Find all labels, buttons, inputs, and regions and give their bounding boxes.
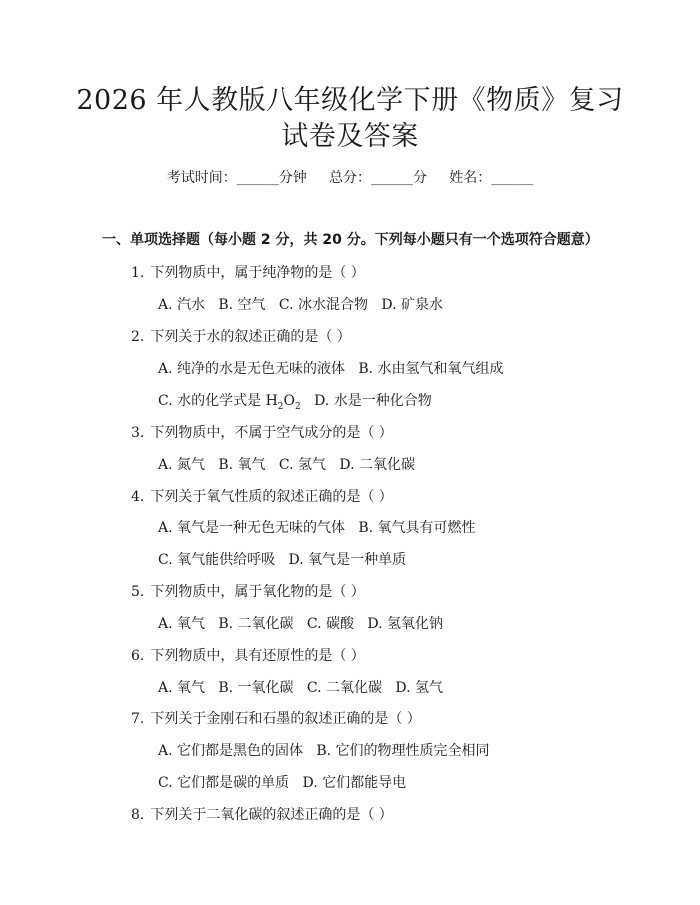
question-7 [131, 708, 421, 728]
question-8 [131, 804, 393, 824]
question-2-options-row2 [158, 390, 432, 412]
question-number: 6. [131, 648, 145, 664]
option-text: C. 水的化学式是 H [158, 393, 278, 409]
question-text: 下列物质中，具有还原性的是（ ） [150, 648, 365, 664]
question-text: 下列物质中，属于纯净物的是（ ） [150, 265, 365, 281]
page-title-line2: 试卷及答案 [281, 121, 419, 152]
question-text: 下列关于金刚石和石墨的叙述正确的是（ ） [150, 711, 421, 727]
exam-info-line: 考试时间：______分钟 总分：______分 姓名：______ [166, 170, 534, 186]
question-7-options-row1: A. 它们都是黑色的固体 B. 它们的物理性质完全相同 [158, 743, 490, 759]
page-title-line1: 2026 年人教版八年级化学下册《物质》复习 [76, 85, 624, 116]
section-heading-single-choice: 一、单项选择题（每小题 2 分，共 20 分。下列每小题只有一个选项符合题意） [102, 232, 599, 248]
question-4-options-row1: A. 氧气是一种无色无味的气体 B. 氧气具有可燃性 [158, 520, 476, 536]
question-1 [131, 262, 365, 282]
subscript: 2 [295, 401, 301, 412]
question-6-options: A. 氧气 B. 一氧化碳 C. 二氧化碳 D. 氢气 [158, 680, 443, 696]
question-text: 下列关于水的叙述正确的是（ ） [150, 329, 351, 345]
question-4-options-row2: C. 氧气能供给呼吸 D. 氧气是一种单质 [158, 552, 407, 568]
question-number: 8. [131, 807, 145, 823]
question-5-options: A. 氧气 B. 二氧化碳 C. 碳酸 D. 氢氧化钠 [158, 616, 443, 632]
question-number: 7. [131, 711, 145, 727]
question-number: 4. [131, 489, 145, 505]
question-5 [131, 581, 365, 601]
question-number: 2. [131, 329, 145, 345]
question-3-options: A. 氮气 B. 氧气 C. 氢气 D. 二氧化碳 [158, 457, 415, 473]
question-2-options-row1: A. 纯净的水是无色无味的液体 B. 水由氢气和氧气组成 [158, 361, 504, 377]
question-text: 下列物质中，属于氧化物的是（ ） [150, 584, 365, 600]
question-3 [131, 422, 393, 442]
question-1-options: A. 汽水 B. 空气 C. 冰水混合物 D. 矿泉水 [158, 297, 443, 313]
option-text: O [283, 393, 295, 409]
question-number: 3. [131, 425, 145, 441]
option-text: D. 水是一种化合物 [300, 393, 432, 409]
question-number: 1. [131, 265, 145, 281]
question-number: 5. [131, 584, 145, 600]
question-2 [131, 326, 351, 346]
question-7-options-row2: C. 它们都是碳的单质 D. 它们都能导电 [158, 775, 407, 791]
question-text: 下列关于氧气性质的叙述正确的是（ ） [150, 489, 393, 505]
question-4 [131, 486, 393, 506]
subscript: 2 [277, 401, 284, 412]
question-6 [131, 645, 365, 665]
question-text: 下列关于二氧化碳的叙述正确的是（ ） [150, 807, 393, 823]
question-text: 下列物质中，不属于空气成分的是（ ） [150, 425, 393, 441]
